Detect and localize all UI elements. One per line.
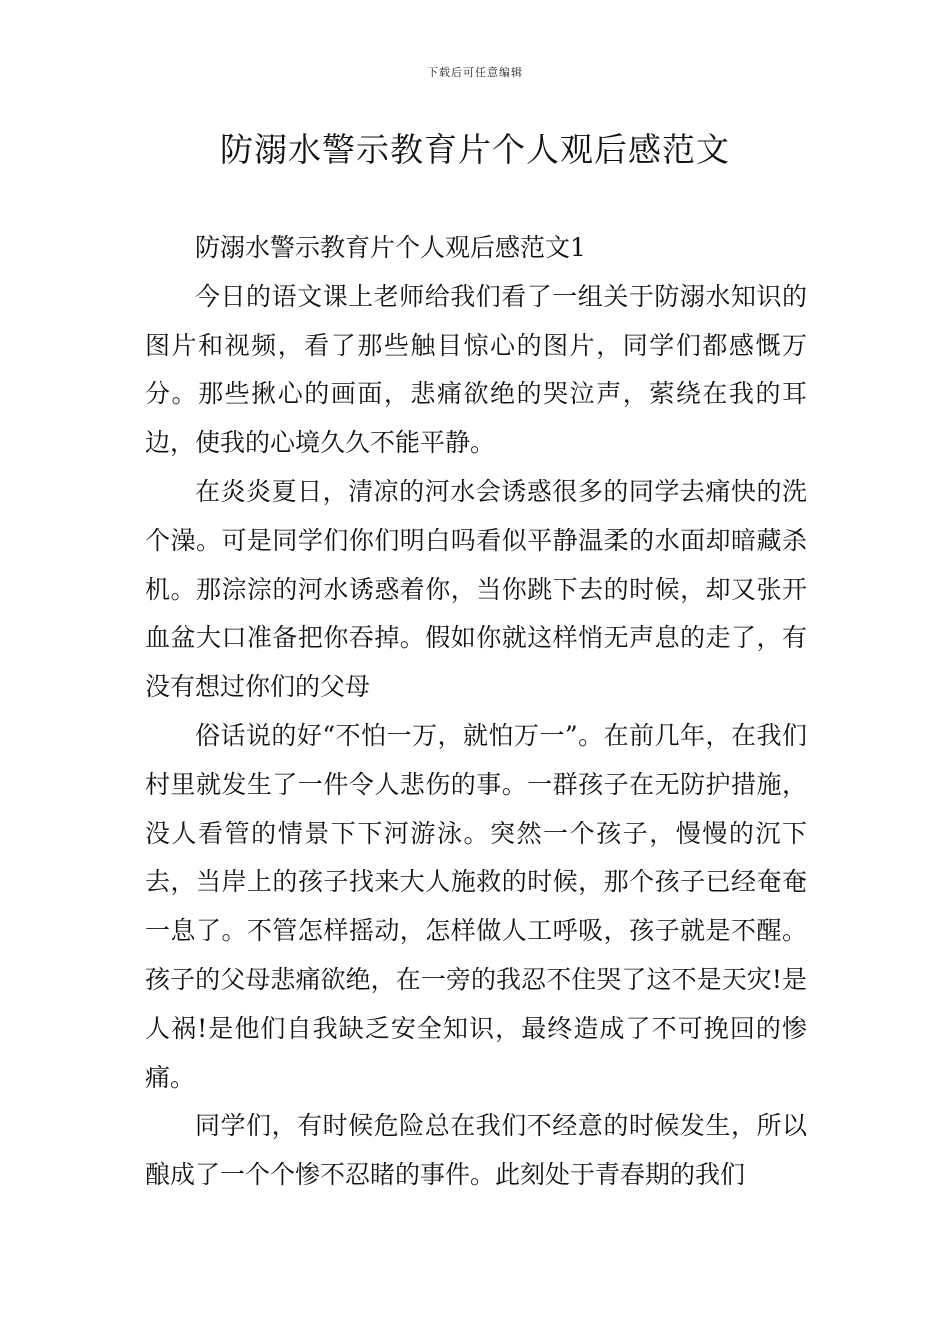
- paragraph: 今日的语文课上老师给我们看了一组关于防溺水知识的图片和视频，看了那些触目惊心的图片，同学们都感慨万分。那些揪心的画面，悲痛欲绝的哭泣声，萦绕在我的耳边，使我的心境久久不能平静。: [145, 281, 807, 458]
- header-note: 下载后可任意编辑: [427, 66, 523, 79]
- paragraph: 在炎炎夏日，清凉的河水会诱惑很多的同学去痛快的洗个澡。可是同学们你们明白吗看似平静温柔的水面却暗藏杀机。那淙淙的河水诱惑着你，当你跳下去的时候，却又张开血盆大口准备把你吞掉。假如你就这样悄无声息的走了，有没有想过你们的父母: [145, 476, 807, 702]
- document-body: [145, 224, 807, 1200]
- paragraph: 同学们，有时候危险总在我们不经意的时候发生，所以酿成了一个个惨不忍睹的事件。此刻处于青春期的我们: [145, 1111, 807, 1190]
- document-title: 防溺水警示教育片个人观后感范文: [220, 130, 730, 169]
- paragraph: 俗话说的好“不怕一万，就怕万一”。在前几年，在我们村里就发生了一件令人悲伤的事。一群孩子在无防护措施，没人看管的情景下下河游泳。突然一个孩子，慢慢的沉下去，当岸上的孩子找来大人施救的时候，那个孩子已经奄奄一息了。不管怎样摇动，怎样做人工呼吸，孩子就是不醒。孩子的父母悲痛欲绝，在一旁的我忍不住哭了这不是天灾!是人祸!是他们自我缺乏安全知识，最终造成了不可挽回的惨痛。: [145, 720, 807, 1092]
- section-heading: 防溺水警示教育片个人观后感范文1: [195, 233, 586, 262]
